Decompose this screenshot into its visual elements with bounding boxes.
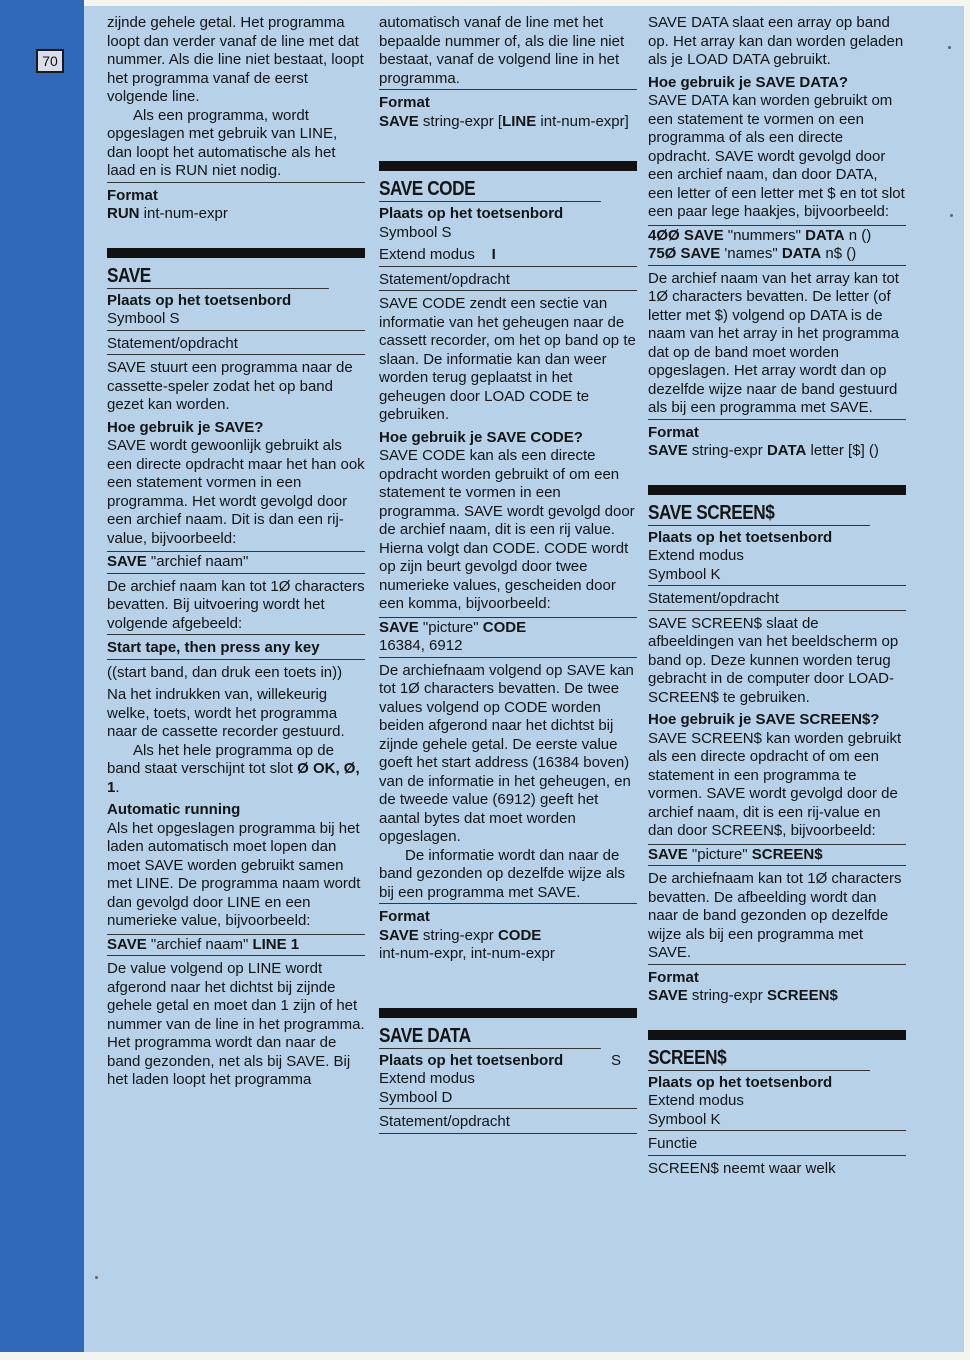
keyboard-extend: Extend modus	[379, 1070, 475, 1087]
print-speck	[95, 1276, 98, 1279]
format-line	[379, 113, 637, 132]
screen-example-keyword: SAVE	[648, 845, 688, 863]
keyboard-heading: Plaats op het toetsenbord	[648, 1073, 833, 1091]
howto-text: SAVE CODE kan als een directe opdracht worden gebruikt of om een statement te vormen in een programma. SAVE wordt gevolgd door de archief naam, dit is een rij value. Hierna volgt dan CODE. CODE wordt op zijn beurt gevolgd door twee numerieke values, gescheiden door een komma, bijvoorbeeld:	[379, 447, 635, 612]
howto-heading: Hoe gebruik je SAVE SCREEN$?	[648, 711, 880, 728]
format-2-line	[379, 927, 637, 946]
section-divider	[648, 1030, 906, 1040]
keyboard-heading	[379, 1052, 637, 1071]
save-description: SAVE stuurt een programma naar de cassette-speler zodat het op band gezet kan worden.	[107, 359, 353, 413]
screen-example-description: De archiefnaam kan tot 1Ø characters bevatten. De afbeelding wordt dan naar de band gezonden op dezelfde wijze als bij een programma met SAVE.	[648, 870, 906, 965]
format-argument-2: int-num-expr]	[536, 112, 629, 130]
keyboard-symbool: Symbool K	[648, 1111, 906, 1132]
column-3	[648, 14, 906, 1178]
screen-example-keyword-2: SCREEN$	[751, 845, 823, 863]
auto-running-text: Als het opgeslagen programma bij het laden automatisch moet lopen dan moet SAVE worden gebruikt samen met LINE. De programma naam wordt dan gevolgd door LINE en een numerieke value, bijvoorbeeld:	[107, 819, 361, 929]
ok-message: Ø OK, Ø, 1	[107, 760, 360, 796]
code-example-description: De archiefnaam volgend op SAVE kan tot 1Ø characters bevatten. De twee values volgend op CODE worden beiden afgerond naar het dichtst bij zijnde gehele getal. De eerste value goeft het start address (16384 boven) van de informatie in het geheugen, en de tweede value (6912) geeft het aantal bytes dat moet worden opgeslagen.	[379, 661, 634, 845]
format-keyword: SAVE	[379, 112, 419, 130]
after-all-text-body: Als het hele programma op de band staat verschijnt tot slot	[107, 741, 334, 777]
format-keyword-2: DATA	[766, 442, 807, 459]
data-example	[648, 225, 906, 266]
keyboard-extend: Extend modus	[648, 1092, 744, 1109]
format-line	[648, 442, 906, 461]
intro-text: zijnde gehele getal. Het programma loopt dan verder vanaf de line met dat nummer. Als die line niet bestaat, loopt het programma vanaf de eerst volgende line.	[107, 14, 364, 105]
data-example-2-argument: 'names"	[720, 245, 782, 262]
ok-message-end: .	[115, 778, 120, 796]
format-2-line-2: int-num-expr, int-num-expr	[379, 945, 555, 962]
code-example	[379, 617, 637, 658]
keyboard-heading: Plaats op het toetsenbord	[379, 205, 564, 222]
format-2-argument: string-expr	[418, 926, 498, 944]
format-label: Format	[648, 423, 699, 441]
format-2-keyword: SAVE	[379, 926, 419, 944]
column-2	[379, 14, 637, 1138]
data-example-description: De archief naam van het array kan tot 1Ø characters bevatten. De letter (of letter met $) volgend op DATA is de naam van het array in het programma dat op de band moet worden opgeslagen. Het array wordt dan op dezelfde wijze naar de band gestuurd als bij een programma met SAVE.	[648, 270, 906, 420]
howto-heading: Hoe gebruik je SAVE?	[107, 418, 264, 436]
screen-example	[648, 844, 906, 867]
keyboard-heading-key: S	[610, 1051, 621, 1069]
data-example-number: 4ØØ	[648, 226, 684, 244]
example-2-argument: "archief naam"	[146, 935, 253, 953]
example-2-keyword: SAVE	[107, 935, 147, 953]
section-title-screens: SCREEN$	[648, 1046, 870, 1071]
example-2	[107, 934, 365, 957]
section-title-save: SAVE	[107, 264, 329, 289]
blue-sidebar	[0, 0, 84, 1352]
format-argument: string-expr [	[418, 112, 503, 130]
tape-translation: ((start band, dan druk een toets in))	[107, 663, 343, 681]
tape-message: Start tape, then press any key	[107, 639, 365, 660]
data-example-2-number: 75Ø	[648, 245, 681, 262]
auto-running-heading: Automatic running	[107, 801, 241, 818]
code-example-argument: "picture"	[418, 618, 483, 636]
format-2-label: Format	[379, 908, 430, 925]
statement-type: Statement/opdracht	[648, 590, 906, 611]
intro-text-2: Als een programma, wordt opgeslagen met gebruik van LINE, dan loopt het automatische als het laad en is RUN niet nodig.	[107, 107, 365, 183]
format-line	[107, 205, 365, 224]
statement-type: Statement/opdracht	[379, 271, 637, 292]
keyboard-extend	[379, 245, 637, 267]
screen-example-argument: "picture"	[687, 845, 752, 863]
format-keyword-2: LINE	[502, 112, 537, 130]
keyboard-symbool: Symbool S	[107, 310, 365, 331]
howto-text: SAVE DATA kan worden gebruikt om een statement te vormen on een programma of als een directe opdracht. SAVE wordt gevolgd door een archief naam, dan door DATA, een letter of een letter met $ en tot slot een paar lege haakjes, bijvoorbeeld:	[648, 92, 905, 220]
keyboard-extend: Extend modus	[648, 547, 744, 564]
keyboard-symbool: Symbool S	[379, 223, 452, 241]
data-example-line-2	[648, 245, 906, 264]
section-divider	[379, 161, 637, 171]
keyboard-heading: Plaats op het toetsenbord	[107, 291, 292, 309]
print-speck	[950, 214, 953, 217]
howto-text: SAVE wordt gewoonlijk gebruikt als een directe opdracht maar het han ook een statement vormen in een programma. Het wordt gevolgd door een archief naam. Dit is dan een rij-value, bijvoorbeeld:	[107, 437, 365, 547]
keyboard-extend-key: I	[491, 246, 496, 263]
format-keyword: SAVE	[648, 442, 688, 459]
section-divider	[379, 1008, 637, 1018]
data-description: SAVE DATA slaat een array op band op. Het array kan dan worden geladen als je LOAD DATA gebruikt.	[648, 14, 904, 68]
keyboard-symbool: Symbool D	[379, 1089, 637, 1110]
section-title-save-screens: SAVE SCREEN$	[648, 501, 870, 526]
data-example-2-keyword: SAVE	[680, 245, 721, 262]
code-example-line-1	[379, 619, 637, 638]
section-divider	[648, 485, 906, 495]
data-example-keyword: SAVE	[683, 226, 724, 244]
format-argument: string-expr	[687, 442, 767, 459]
section-title-save-data: SAVE DATA	[379, 1024, 601, 1049]
screen-format-argument: string-expr	[687, 987, 767, 1004]
format-argument: int-num-expr	[139, 205, 228, 222]
format-argument-2: letter [$] ()	[806, 442, 879, 459]
howto-heading: Hoe gebruik je SAVE DATA?	[648, 73, 849, 91]
example-2-description: De value volgend op LINE wordt afgerond naar het dichtst bij zijnde gehele getal en moet dan 1 zijn of het nummer van de line in het programma. Het programma wordt dan naar de band gezonden, net als bij SAVE. Bij het laden loopt het programma	[107, 960, 365, 1088]
code-example-description-2: De informatie wordt dan naar de band gezonden op dezelfde wijze als bij een programma met SAVE.	[379, 847, 637, 905]
keyboard-symbool: Symbool K	[648, 566, 906, 587]
keyboard-heading: Plaats op het toetsenbord	[648, 528, 833, 546]
code-example-keyword: SAVE	[379, 618, 419, 636]
screens-description: SCREEN$ neemt waar welk	[648, 1159, 836, 1177]
format-label: Format	[379, 94, 430, 111]
after-all-text	[107, 742, 365, 798]
format-keyword: RUN	[107, 205, 140, 222]
example-keyword: SAVE	[107, 553, 147, 570]
data-example-line-1	[648, 227, 906, 246]
example-2-keyword-2: LINE 1	[252, 935, 300, 953]
format-2-keyword-2: CODE	[497, 926, 542, 944]
example-1	[107, 551, 365, 574]
howto-heading: Hoe gebruik je SAVE CODE?	[379, 428, 583, 446]
code-example-line-2: 16384, 6912	[379, 637, 463, 654]
screen-format-line	[648, 987, 906, 1006]
screen-format-label: Format	[648, 968, 699, 986]
screen-format-keyword-2: SCREEN$	[766, 987, 838, 1004]
statement-type: Statement/opdracht	[379, 1113, 637, 1134]
keyboard-extend-label: Extend modus	[379, 246, 475, 263]
statement-type: Statement/opdracht	[107, 335, 365, 356]
data-example-argument-2: n ()	[844, 226, 872, 244]
data-example-2-argument-2: n$ ()	[821, 245, 857, 262]
data-example-argument: "nummers"	[723, 226, 806, 244]
code-description: SAVE CODE zendt een sectie van informatie van het geheugen naar de cassett recorder, om het op band op te slaan. De informatie kan dan weer worden terug geplaatst in het geheugen door LOAD CODE te gebruiken.	[379, 295, 636, 423]
data-example-2-keyword-2: DATA	[781, 245, 822, 262]
after-press-text: Na het indrukken van, willekeurig welke, toets, wordt het programma naar de cassette recorder gestuurd.	[107, 686, 345, 740]
example-description: De archief naam kan tot 1Ø characters bevatten. Bij uitvoering wordt het volgende afgebeeld:	[107, 578, 365, 636]
page-number: 70	[36, 49, 64, 73]
function-type: Functie	[648, 1135, 906, 1156]
screen-description: SAVE SCREEN$ slaat de afbeeldingen van het beeldscherm op band op. Deze kunnen worden terug gebracht in de computer door LOAD-SCREEN$ te gebruiken.	[648, 614, 899, 706]
print-speck	[948, 46, 951, 49]
section-title-save-code: SAVE CODE	[379, 177, 601, 202]
screen-format-keyword: SAVE	[648, 987, 688, 1004]
continued-text: automatisch vanaf de line met het bepaalde nummer of, als die line niet bestaat, vanaf de volgend line in het programma.	[379, 14, 637, 90]
example-argument: "archief naam"	[146, 553, 249, 570]
format-label: Format	[107, 186, 158, 204]
section-divider	[107, 248, 365, 258]
code-example-keyword-2: CODE	[482, 618, 527, 636]
keyboard-heading-label: Plaats op het toetsenbord	[379, 1051, 564, 1069]
content-panel	[84, 6, 964, 1352]
column-1	[107, 14, 365, 1090]
data-example-keyword-2: DATA	[805, 226, 845, 244]
howto-text: SAVE SCREEN$ kan worden gebruikt als een directe opdracht of om een statement in een programma te vormen. SAVE wordt gevolgd door de archief naam, dit is een rij-value en dan door SCREEN$, bijvoorbeeld:	[648, 729, 902, 839]
